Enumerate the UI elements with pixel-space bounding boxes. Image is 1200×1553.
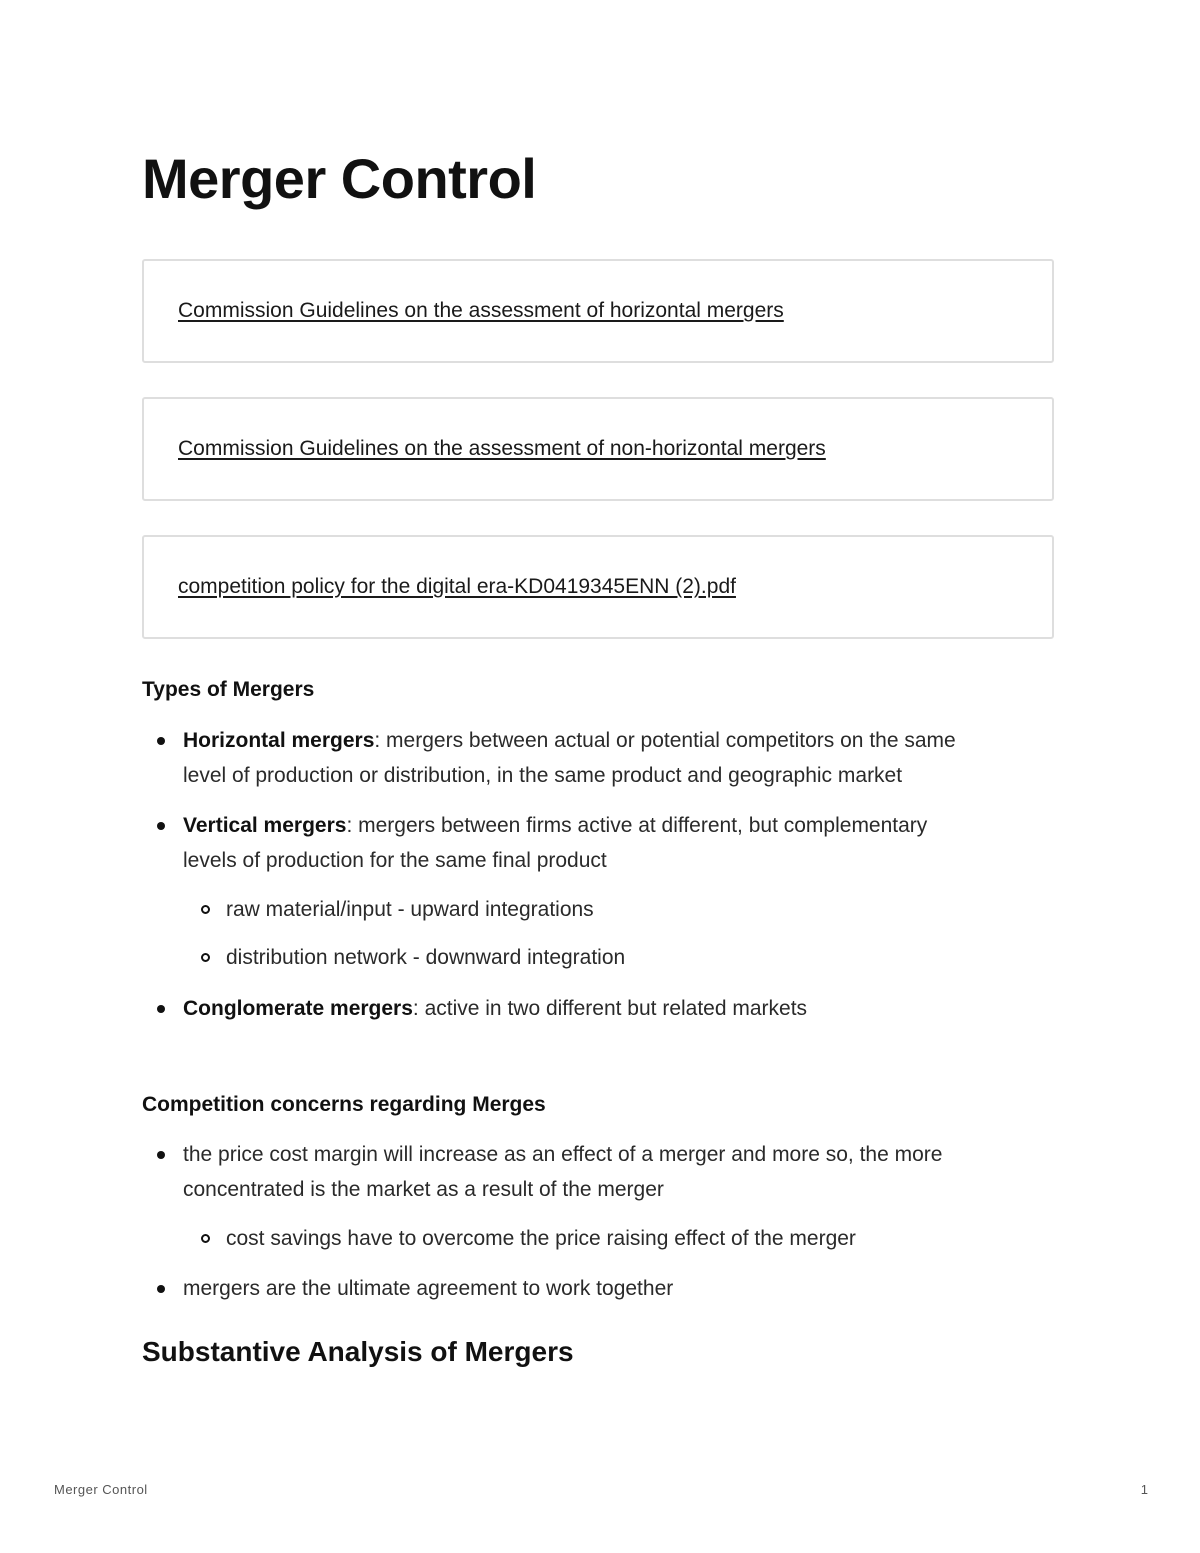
conglomerate-text: : active in two different but related markets xyxy=(412,997,808,1020)
footer-doc-name: Merger Control xyxy=(54,1482,148,1497)
vertical-text-1: : mergers between firms active at different, but complementary xyxy=(346,814,928,837)
term-horizontal: Horizontal mergers xyxy=(183,729,375,752)
bullet-icon xyxy=(157,737,165,745)
bullet-icon xyxy=(157,1151,165,1159)
link-non-horizontal-guidelines[interactable]: Commission Guidelines on the assessment of non-horizontal mergers xyxy=(178,437,826,460)
sub-item-text: cost savings have to overcome the price raising effect of the merger xyxy=(226,1227,856,1250)
list-item-conglomerate xyxy=(183,991,1058,1026)
horizontal-text-2: level of production or distribution, in the same product and geographic market xyxy=(183,764,903,787)
bullet-icon xyxy=(157,1285,165,1293)
link-card-horizontal xyxy=(142,259,1054,363)
link-horizontal-guidelines[interactable]: Commission Guidelines on the assessment of horizontal mergers xyxy=(178,299,784,322)
list-item-horizontal xyxy=(183,723,1058,793)
circle-bullet-icon xyxy=(201,953,210,962)
types-heading: Types of Mergers xyxy=(142,678,315,701)
sub-item-text: distribution network - downward integration xyxy=(226,946,626,969)
link-card-digital-era-pdf xyxy=(142,535,1054,639)
substantive-analysis-heading: Substantive Analysis of Mergers xyxy=(142,1336,574,1367)
term-conglomerate: Conglomerate mergers xyxy=(183,997,413,1020)
bullet-icon xyxy=(157,822,165,830)
concern-text-2: concentrated is the market as a result of the merger xyxy=(183,1178,664,1201)
horizontal-text-1: : mergers between actual or potential competitors on the same xyxy=(374,729,956,752)
term-vertical: Vertical mergers xyxy=(183,814,347,837)
list-item-price-margin xyxy=(183,1137,1058,1207)
vertical-text-2: levels of production for the same final product xyxy=(183,849,607,872)
sub-item-text: raw material/input - upward integrations xyxy=(226,898,594,921)
page-title: Merger Control xyxy=(142,147,537,210)
link-digital-era-pdf[interactable]: competition policy for the digital era-KD0419345ENN (2).pdf xyxy=(178,575,736,598)
concern-text-1: the price cost margin will increase as an effect of a merger and more so, the more xyxy=(183,1143,943,1166)
concern-text-3: mergers are the ultimate agreement to work together xyxy=(183,1277,674,1300)
list-item-vertical xyxy=(183,808,1058,878)
concerns-heading: Competition concerns regarding Merges xyxy=(142,1093,546,1116)
footer-page-number: 1 xyxy=(1140,1482,1148,1497)
list-item-ultimate-agreement xyxy=(183,1271,1058,1306)
sub-item-upward xyxy=(226,892,1058,927)
bullet-icon xyxy=(157,1005,165,1013)
link-card-non-horizontal xyxy=(142,397,1054,501)
sub-item-downward xyxy=(226,940,1058,975)
sub-item-cost-savings xyxy=(226,1221,1058,1256)
circle-bullet-icon xyxy=(201,905,210,914)
circle-bullet-icon xyxy=(201,1234,210,1243)
